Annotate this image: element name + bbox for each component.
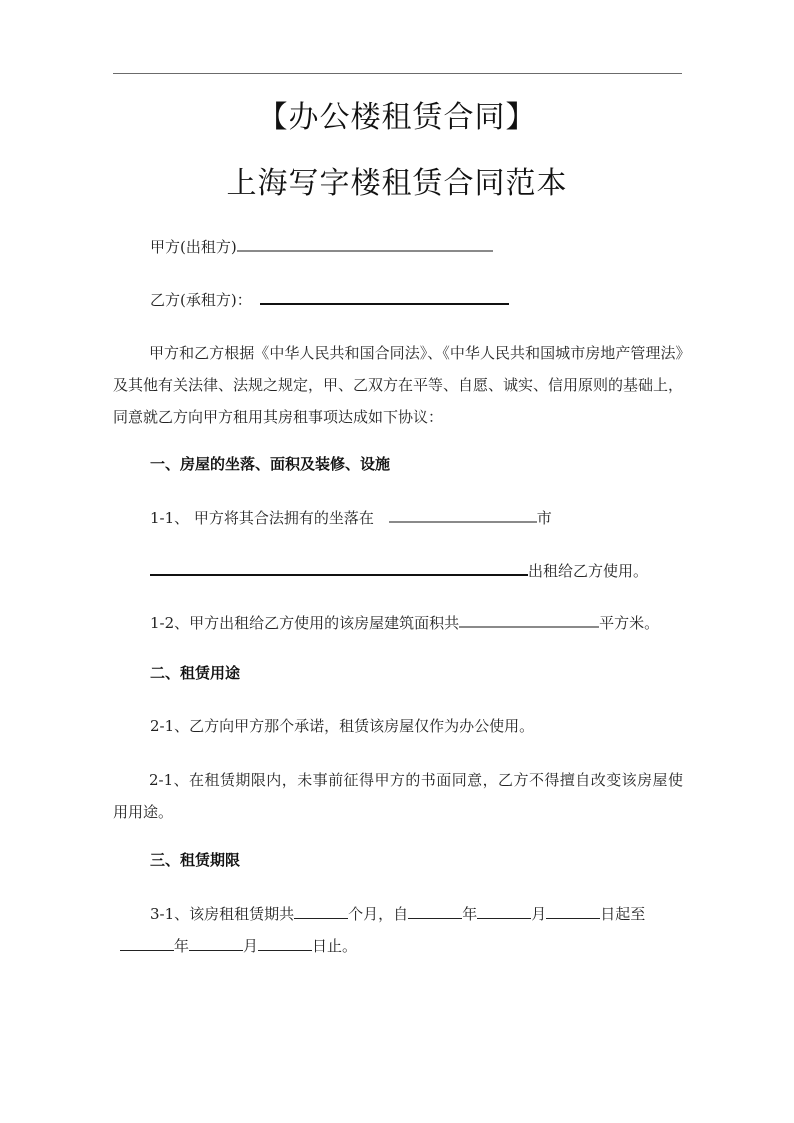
clause-1-1 (150, 507, 552, 528)
clause-1-1-number: 1-1、 (150, 509, 190, 527)
start-month-blank[interactable] (477, 904, 531, 919)
clause-3-1-text-month: 月 (531, 905, 547, 923)
clause-3-1-text-term: 该房租租赁期共 (189, 905, 295, 923)
clause-1-2 (150, 612, 659, 633)
start-year-blank[interactable] (408, 904, 462, 919)
section-2-heading: 二、租赁用途 (150, 664, 241, 682)
clause-1-2-number: 1-2、 (150, 614, 190, 632)
party-b-label: 乙方(承租方)： (150, 291, 252, 309)
document-subtitle: 上海写字楼租赁合同范本 (226, 166, 568, 201)
clause-1-1-continued (150, 560, 648, 581)
clause-2-1: 2-1、乙方向甲方那个承诺，租赁该房屋仅作为办公使用。 (150, 717, 535, 735)
term-months-blank[interactable] (294, 904, 348, 919)
clause-1-2-text: 甲方出租给乙方使用的该房屋建筑面积共 (189, 614, 460, 632)
party-a-line (150, 236, 493, 257)
clause-3-1-number: 3-1、 (150, 905, 190, 923)
clause-1-2-area-blank[interactable] (459, 612, 599, 628)
section-1-heading: 一、房屋的坐落、面积及装修、设施 (150, 455, 391, 473)
clause-1-1-text: 甲方将其合法拥有的坐落在 (189, 509, 379, 527)
clause-2-1-b: 2-1、在租赁期限内，未事前征得甲方的书面同意，乙方不得擅自改变该房屋使用用途。 (113, 771, 683, 821)
document-title: 【办公楼租赁合同】 (257, 100, 537, 135)
clause-3-1-text-year: 年 (462, 905, 478, 923)
end-month-blank[interactable] (189, 936, 243, 951)
party-a-label: 甲方(出租方) (150, 238, 237, 256)
clause-1-1-tail: 出租给乙方使用。 (528, 562, 649, 580)
end-day-blank[interactable] (258, 936, 312, 951)
clause-3-1-text-day-to: 日起至 (600, 905, 646, 923)
party-b-line (150, 289, 509, 310)
clause-1-1-city-blank[interactable] (389, 507, 537, 523)
header-rule (113, 73, 682, 74)
end-year-blank[interactable] (120, 936, 174, 951)
clause-1-1-address-blank[interactable] (150, 560, 528, 576)
clause-3-1-text-end-month: 月 (243, 937, 259, 955)
party-a-blank[interactable] (237, 236, 493, 252)
clause-1-1-city-suffix: 市 (536, 509, 552, 527)
clause-3-1-text-end-year: 年 (174, 937, 190, 955)
clause-3-1-text-months-from: 个月，自 (348, 905, 409, 923)
party-b-blank[interactable] (260, 289, 509, 305)
clause-3-1-continued (120, 936, 357, 956)
section-3-heading: 三、租赁期限 (150, 851, 241, 869)
clause-1-2-unit: 平方米。 (599, 614, 660, 632)
clause-3-1-text-end-day: 日止。 (312, 937, 358, 955)
clause-3-1 (150, 904, 645, 924)
start-day-blank[interactable] (546, 904, 600, 919)
preamble-paragraph: 甲方和乙方根据《中华人民共和国合同法》、《中华人民共和国城市房地产管理法》及其他有关法律、法规之规定，甲、乙双方在平等、自愿、诚实、信用原则的基础上，同意就乙方向甲方租用其房租事项达成如下协议： (113, 344, 684, 426)
